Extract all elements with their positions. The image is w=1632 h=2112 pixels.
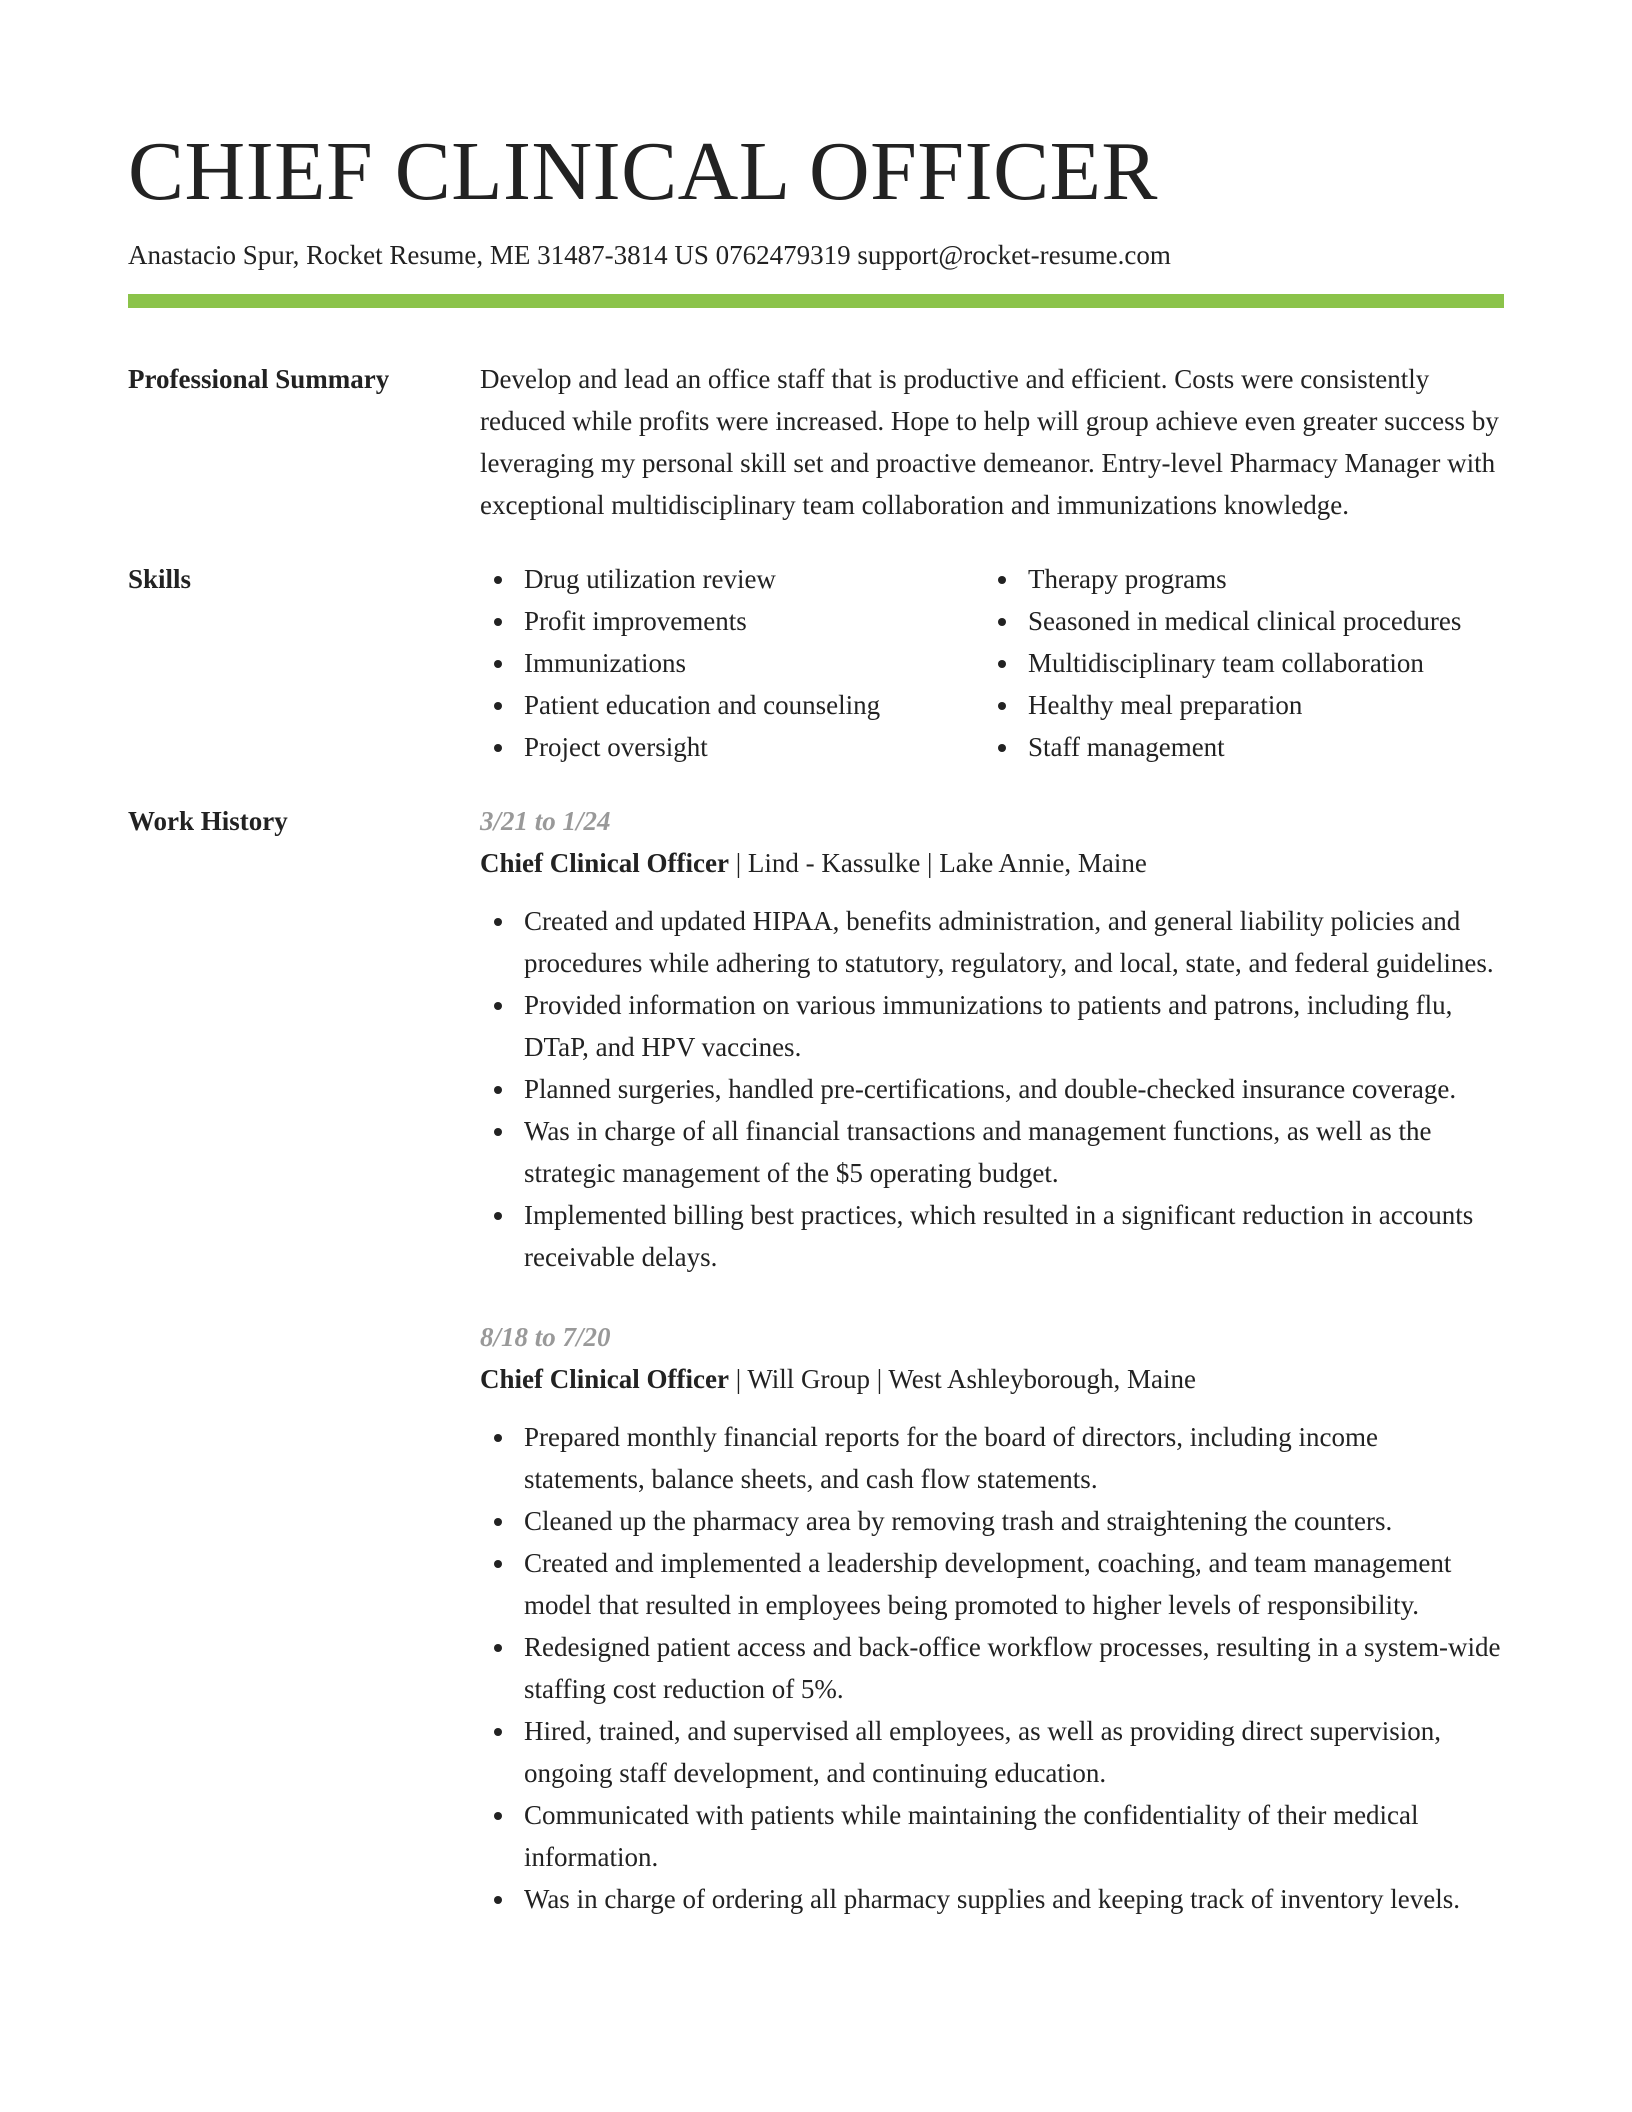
job-bullet: Communicated with patients while maintaining the confidentiality of their medical information. <box>480 1794 1504 1878</box>
job-bullet: Implemented billing best practices, which resulted in a significant reduction in accounts receivable delays. <box>480 1194 1504 1278</box>
resume-title: CHIEF CLINICAL OFFICER <box>128 125 1158 218</box>
skills-list-right <box>984 558 1461 768</box>
skills-section <box>128 558 1504 768</box>
job-heading <box>480 1358 1504 1400</box>
skill-item: Staff management <box>984 726 1461 768</box>
skill-item: Therapy programs <box>984 558 1461 600</box>
work-history-section <box>128 800 1504 1920</box>
job-bullet: Prepared monthly financial reports for the board of directors, including income statements, balance sheets, and cash flow statements. <box>480 1416 1504 1500</box>
summary-text: Develop and lead an office staff that is productive and efficient. Costs were consistently reduced while profits were increased. Hope to help will group achieve even greater success by leveraging my personal skill set and proactive demeanor. Entry-level Pharmacy Manager with exceptional multidisciplinary team collaboration and immunizations knowledge. <box>480 364 1499 520</box>
work-history-label: Work History <box>128 806 288 836</box>
skill-item: Profit improvements <box>480 600 984 642</box>
summary-section <box>128 358 1504 526</box>
resume-page <box>128 118 1504 1920</box>
job-bullet: Planned surgeries, handled pre-certifications, and double-checked insurance coverage. <box>480 1068 1504 1110</box>
job-bullet: Was in charge of ordering all pharmacy supplies and keeping track of inventory levels. <box>480 1878 1504 1920</box>
skills-label: Skills <box>128 564 192 594</box>
summary-label: Professional Summary <box>128 364 390 394</box>
accent-divider <box>128 294 1504 308</box>
skill-item: Patient education and counseling <box>480 684 984 726</box>
job-details: | Will Group | West Ashleyborough, Maine <box>728 1364 1196 1394</box>
skill-item: Project oversight <box>480 726 984 768</box>
job-entry <box>480 1316 1504 1920</box>
job-title: Chief Clinical Officer <box>480 848 729 878</box>
job-heading <box>480 842 1504 884</box>
job-title: Chief Clinical Officer <box>480 1364 729 1394</box>
job-bullet-list <box>480 1416 1504 1920</box>
skill-item: Drug utilization review <box>480 558 984 600</box>
job-bullet: Was in charge of all financial transactions and management functions, as well as the strategic management of the $5 operating budget. <box>480 1110 1504 1194</box>
skill-item: Immunizations <box>480 642 984 684</box>
job-bullet: Created and implemented a leadership development, coaching, and team management model that resulted in employees being promoted to higher levels of responsibility. <box>480 1542 1504 1626</box>
job-bullet: Hired, trained, and supervised all employees, as well as providing direct supervision, ongoing staff development, and continuing education. <box>480 1710 1504 1794</box>
skill-item: Healthy meal preparation <box>984 684 1461 726</box>
job-entry <box>480 800 1504 1278</box>
job-bullet-list <box>480 900 1504 1278</box>
job-dates: 8/18 to 7/20 <box>480 1322 611 1352</box>
job-bullet: Redesigned patient access and back-office workflow processes, resulting in a system-wide staffing cost reduction of 5%. <box>480 1626 1504 1710</box>
job-bullet: Cleaned up the pharmacy area by removing trash and straightening the counters. <box>480 1500 1504 1542</box>
job-bullet: Provided information on various immunizations to patients and patrons, including flu, DTaP, and HPV vaccines. <box>480 984 1504 1068</box>
skill-item: Multidisciplinary team collaboration <box>984 642 1461 684</box>
skill-item: Seasoned in medical clinical procedures <box>984 600 1461 642</box>
skills-list-left <box>480 558 984 768</box>
contact-line: Anastacio Spur, Rocket Resume, ME 31487-3814 US 0762479319 support@rocket-resume.com <box>128 240 1171 270</box>
job-bullet: Created and updated HIPAA, benefits administration, and general liability policies and procedures while adhering to statutory, regulatory, and local, state, and federal guidelines. <box>480 900 1504 984</box>
job-dates: 3/21 to 1/24 <box>480 806 611 836</box>
job-details: | Lind - Kassulke | Lake Annie, Maine <box>728 848 1147 878</box>
